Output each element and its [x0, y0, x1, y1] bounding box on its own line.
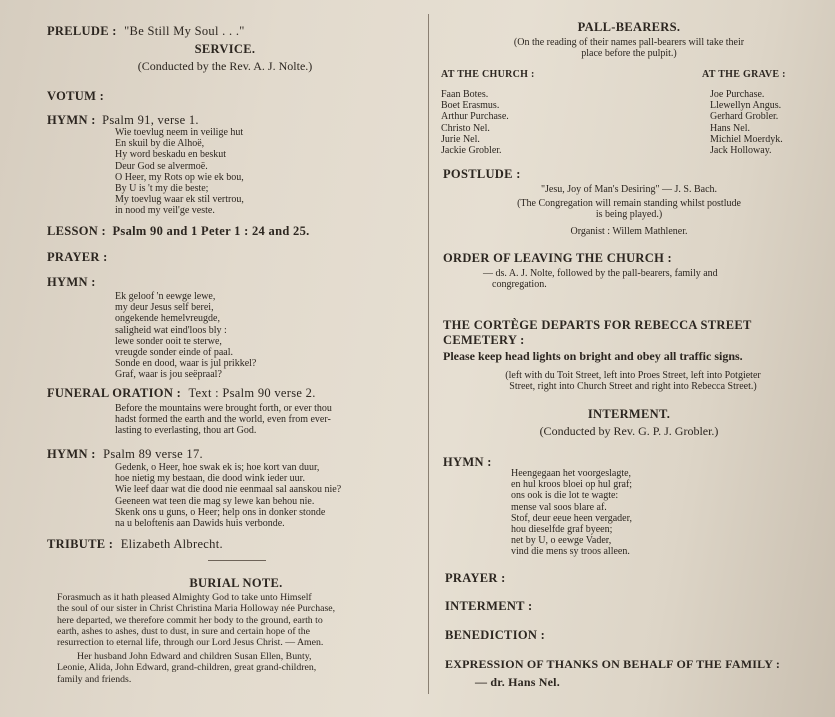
verse-line: en hul kroos bloei op hul graf; — [511, 479, 633, 491]
verse-line: Hy word beskadu en beskut — [115, 149, 227, 161]
note-line: is being played.) — [595, 209, 663, 221]
note-line: place before the pulpit.) — [581, 48, 677, 60]
verse-line: Ek geloof 'n eewge lewe, — [115, 291, 216, 302]
hymn3-value: Psalm 89 verse 17. — [103, 447, 203, 461]
oration-heading — [47, 386, 316, 401]
pallbearers-note — [429, 37, 829, 59]
tribute-value: Elizabeth Albrecht. — [120, 537, 223, 551]
verse-line: vind die mens sy troos alleen. — [511, 546, 630, 558]
at-church-label: AT THE CHURCH : — [441, 69, 535, 80]
verse-line: Geeneen wat teen die mag sy lewe kan behou nie. — [115, 495, 315, 507]
note-line: (On the reading of their names pall-bearers will take their — [513, 37, 745, 48]
verse-line: By U is 't my die beste; — [115, 183, 209, 195]
postlude-note — [429, 198, 829, 220]
text-line: congregation. — [492, 279, 547, 291]
verse-line: Heengegaan het voorgeslagte, — [511, 468, 632, 479]
section-rule — [208, 560, 266, 561]
text-line: here departed, we therefore commit her body to the ground, earth to — [57, 614, 323, 626]
bearer-name: Jurie Nel. — [441, 133, 480, 145]
verse-line: in nood my veil'ge veste. — [115, 205, 215, 217]
tribute-label: TRIBUTE : — [47, 537, 114, 551]
bearer-name: Arthur Purchase. — [441, 111, 509, 123]
hymn3-label: HYMN : — [47, 447, 96, 461]
verse-line: my deur Jesus self berei, — [115, 302, 214, 314]
bearer-name: Llewellyn Angus. — [710, 100, 782, 112]
text-line: family and friends. — [57, 673, 132, 685]
oration-label: FUNERAL ORATION : — [47, 386, 182, 400]
postlude-piece: "Jesu, Joy of Man's Desiring" — J. S. Bach. — [540, 184, 718, 195]
interment-title: INTERMENT. — [587, 407, 671, 421]
hymn3-verse — [115, 462, 341, 529]
hymn1-verse — [115, 127, 244, 217]
prelude-line — [47, 24, 245, 39]
bearer-name: Jackie Grobler. — [441, 145, 502, 157]
verse-line: saligheid wat eind'loos bly : — [115, 324, 227, 336]
verse-line: En skuil by die Alhoë, — [115, 138, 205, 150]
postlude-label: POSTLUDE : — [443, 167, 521, 181]
route-text — [437, 370, 829, 392]
verse-line: na u beloftenis aan Dawids huis verbonde. — [115, 518, 285, 530]
text-line: lasting to everlasting, thou art God. — [115, 425, 257, 437]
lesson-value: Psalm 90 and 1 Peter 1 : 24 and 25. — [112, 224, 310, 238]
order-leaving-title: ORDER OF LEAVING THE CHURCH : — [443, 251, 672, 265]
text-line: the soul of our sister in Christ Christina Maria Holloway née Purchase, — [57, 603, 336, 615]
hymn1-heading — [47, 113, 199, 128]
hymn1-label: HYMN : — [47, 113, 96, 127]
right-hymn-label: HYMN : — [443, 455, 492, 469]
verse-line: ons ook is die lot te wagte: — [511, 490, 619, 502]
oration-text — [115, 403, 332, 437]
verse-line: Deur God se alvermoë. — [115, 160, 208, 172]
thanks-value: — dr. Hans Nel. — [475, 675, 560, 689]
hymn1-value: Psalm 91, verse 1. — [102, 113, 199, 127]
pallbearers-title: PALL-BEARERS. — [577, 20, 681, 34]
hymn2-verse — [115, 291, 256, 381]
route-line: Street, right into Church Street and right into Rebecca Street.) — [509, 381, 757, 393]
text-line: Before the mountains were brought forth, or ever thou — [115, 403, 332, 414]
at-grave-label: AT THE GRAVE : — [702, 69, 786, 80]
title-line: CEMETERY : — [443, 333, 525, 347]
verse-line: Sonde en dood, waar is jul prikkel? — [115, 358, 257, 370]
verse-line: hoe nietig my bestaan, die dood wink ieder uur. — [115, 473, 305, 485]
text-line: — ds. A. J. Nolte, followed by the pall-bearers, family and — [483, 268, 718, 279]
verse-line: hou dieselfde graf byeen; — [511, 524, 613, 536]
prelude-label: PRELUDE : — [47, 24, 117, 38]
bearer-name: Boet Erasmus. — [441, 100, 500, 112]
hymn2-label: HYMN : — [47, 275, 96, 289]
prayer-label: PRAYER : — [47, 250, 108, 264]
verse-line: Wie leef daar wat die dood nie eenmaal sal aanskou nie? — [115, 484, 342, 496]
text-line: resurrection to eternal life, through our Lord Jesus Christ. — Amen. — [57, 637, 324, 649]
verse-line: Wie toevlug neem in veilige hut — [115, 127, 244, 138]
grave-bearers-list — [710, 89, 783, 156]
verse-line: lewe sonder ooit te sterwe, — [115, 335, 222, 347]
verse-line: ongekende hemelvreugde, — [115, 313, 220, 325]
order-leaving-text — [483, 268, 718, 290]
cortege-title — [443, 318, 752, 348]
votum-label: VOTUM : — [47, 89, 105, 103]
verse-line: My toevlug waar ek stil vertrou, — [115, 194, 244, 206]
bearer-name: Jack Holloway. — [710, 145, 772, 157]
text-line: hadst formed the earth and the world, even from ever- — [115, 414, 331, 426]
column-divider — [428, 14, 429, 694]
service-subtitle: (Conducted by the Rev. A. J. Nolte.) — [137, 59, 313, 73]
bearer-name: Joe Purchase. — [710, 89, 765, 100]
bearer-name: Faan Botes. — [441, 89, 489, 100]
verse-line: net by U, o eewge Vader, — [511, 535, 612, 547]
bearer-name: Gerhard Grobler. — [710, 111, 779, 123]
oration-value: Text : Psalm 90 verse 2. — [188, 386, 316, 400]
lesson-label: LESSON : — [47, 224, 107, 238]
headlights-instruction: Please keep head lights on bright and obey all traffic signs. — [443, 349, 743, 363]
burial-note-title: BURIAL NOTE. — [189, 576, 283, 590]
note-line: (The Congregation will remain standing whilst postlude — [517, 198, 741, 209]
route-line: (left with du Toit Street, left into Proes Street, left into Potgieter — [505, 370, 761, 381]
text-line: Forasmuch as it hath pleased Almighty God to take unto Himself — [57, 592, 312, 603]
verse-line: Skenk ons u guns, o Heer; help ons in donker stonde — [115, 506, 326, 518]
hymn3-heading — [47, 447, 203, 462]
family-text — [57, 651, 316, 685]
text-line: Her husband John Edward and children Susan Ellen, Bunty, — [77, 651, 312, 662]
title-line: THE CORTÈGE DEPARTS FOR REBECCA STREET — [443, 318, 752, 332]
interment-subtitle: (Conducted by Rev. G. P. J. Grobler.) — [539, 424, 719, 438]
benediction-label: BENEDICTION : — [445, 628, 546, 642]
thanks-label: EXPRESSION OF THANKS ON BEHALF OF THE FAMILY : — [445, 657, 781, 671]
burial-note-text — [57, 592, 335, 648]
verse-line: Gedenk, o Heer, hoe swak ek is; hoe kort van duur, — [115, 462, 320, 473]
bearer-name: Hans Nel. — [710, 122, 750, 134]
bearer-name: Christo Nel. — [441, 122, 490, 134]
right-prayer-label: PRAYER : — [445, 571, 506, 585]
verse-line: mense val soos blare af. — [511, 501, 607, 513]
verse-line: Stof, deur eeue heen vergader, — [511, 512, 633, 524]
bearer-name: Michiel Moerdyk. — [710, 133, 783, 145]
text-line: Leonie, Alida, John Edward, grand-children, great grand-children, — [57, 662, 317, 674]
lesson-line — [47, 224, 310, 239]
church-bearers-list — [441, 89, 509, 156]
right-hymn-verse — [511, 468, 632, 558]
service-title: SERVICE. — [194, 42, 256, 56]
verse-line: Graf, waar is jou seëpraal? — [115, 369, 222, 381]
verse-line: O Heer, my Rots op wie ek bou, — [115, 171, 244, 183]
verse-line: vreugde sonder einde of paal. — [115, 347, 234, 359]
right-interment-label: INTERMENT : — [445, 599, 533, 613]
prelude-value: "Be Still My Soul . . ." — [124, 24, 245, 38]
organist: Organist : Willem Mathlener. — [570, 226, 688, 237]
text-line: earth, ashes to ashes, dust to dust, in sure and certain hope of the — [57, 625, 311, 637]
tribute-line — [47, 537, 223, 552]
